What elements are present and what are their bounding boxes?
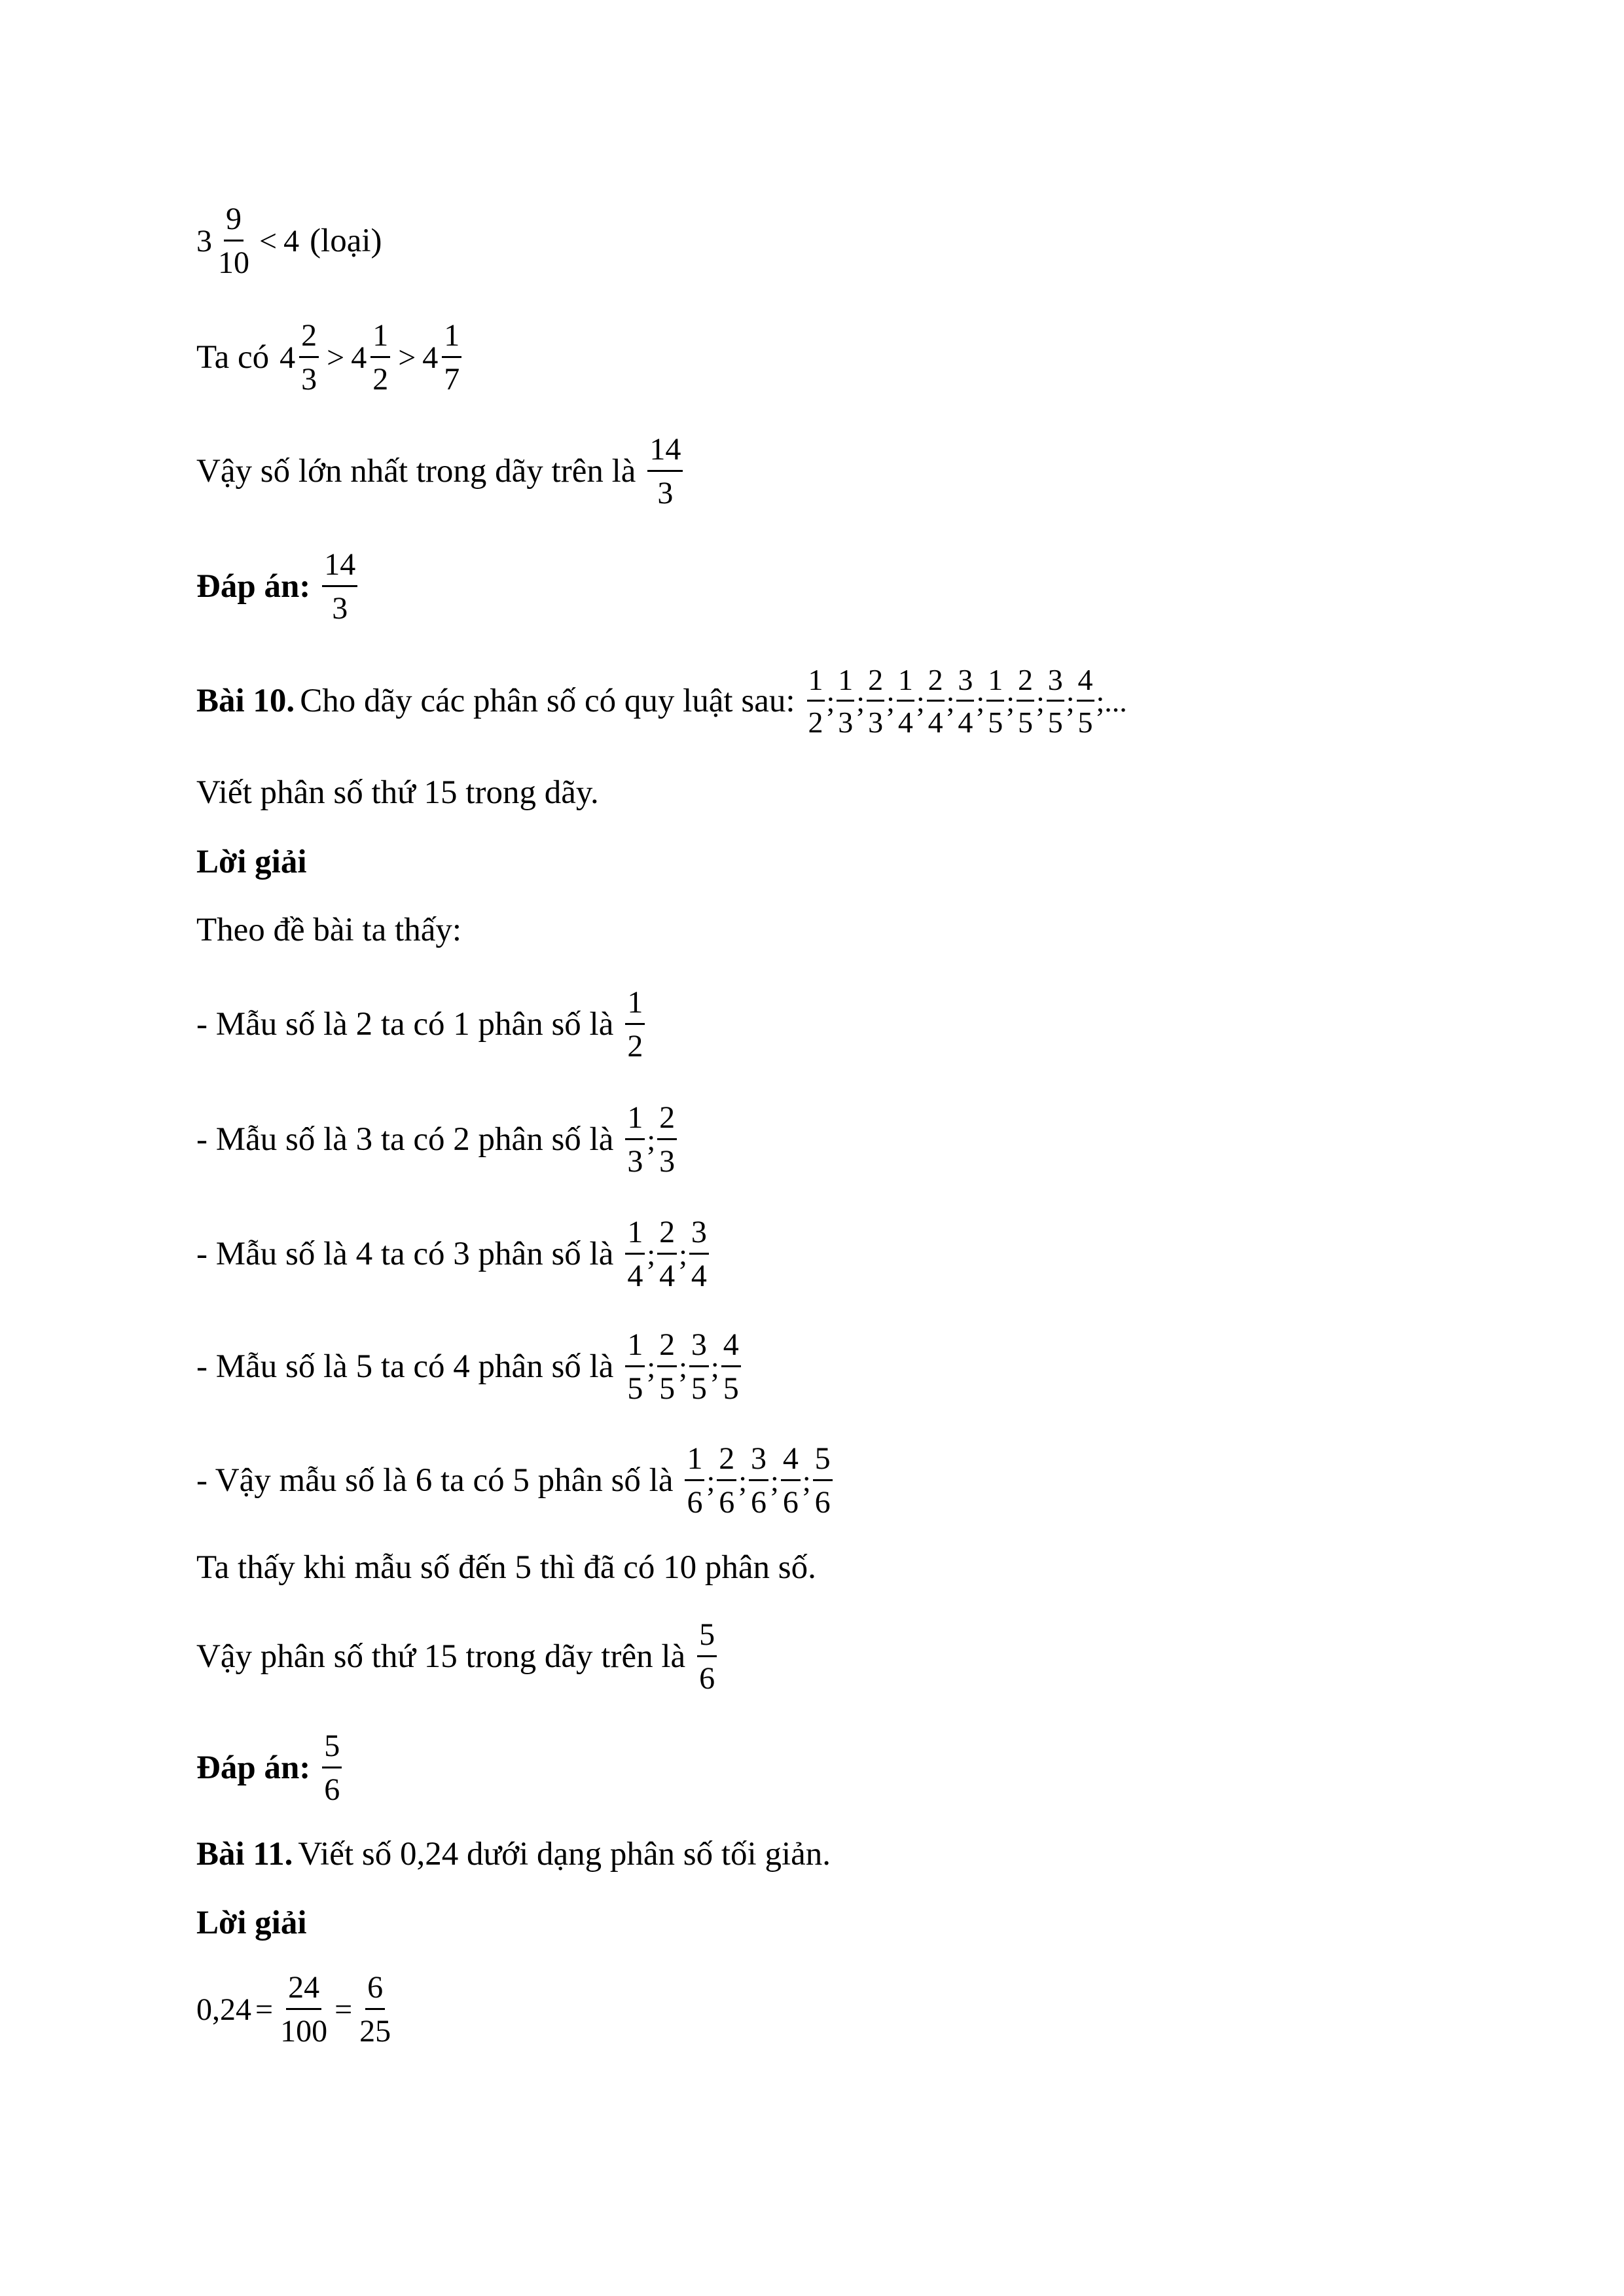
fraction <box>717 1443 736 1520</box>
fraction <box>1017 664 1034 739</box>
whole-part: 4 <box>280 340 296 375</box>
fraction-list <box>683 1443 833 1520</box>
denominator: 2 <box>808 706 823 740</box>
fraction-list <box>624 1102 678 1179</box>
denominator: 5 <box>1017 706 1033 740</box>
separator: ; <box>710 1350 719 1384</box>
denominator: 5 <box>627 1371 643 1407</box>
whole-part: 4 <box>351 340 367 375</box>
denominator: 10 <box>218 245 249 281</box>
numerator: 24 <box>286 1971 321 2010</box>
separator: ; <box>706 1463 715 1498</box>
numerator: 3 <box>749 1443 768 1481</box>
separator: ; <box>946 684 955 718</box>
numerator: 2 <box>657 1216 677 1255</box>
denominator: 5 <box>659 1371 676 1407</box>
denominator: 2 <box>372 362 389 397</box>
numerator: 4 <box>1077 664 1094 702</box>
numerator: 1 <box>986 664 1004 702</box>
sequence-tail: ;... <box>1096 684 1127 718</box>
denominator: 5 <box>988 706 1003 740</box>
fraction <box>657 1102 677 1179</box>
fraction <box>1047 664 1064 739</box>
denominator-4-line <box>196 1216 710 1293</box>
fraction <box>357 1971 393 2049</box>
fraction <box>442 319 461 397</box>
fraction <box>689 1329 709 1406</box>
operator: > <box>327 340 345 375</box>
fraction-sequence <box>806 664 1096 739</box>
denominator: 3 <box>657 476 674 511</box>
denominator: 5 <box>723 1371 739 1407</box>
denominator-2-line <box>196 986 646 1064</box>
numerator: 1 <box>897 664 914 702</box>
line-text: Vậy phân số thứ 15 trong dãy trên là <box>196 1638 686 1676</box>
fraction <box>370 319 390 397</box>
fraction <box>299 319 319 397</box>
denominator: 4 <box>627 1259 643 1294</box>
solution-heading <box>196 1907 307 1940</box>
separator: ; <box>1066 684 1075 718</box>
problem-11 <box>196 1838 831 1871</box>
separator: ; <box>1006 684 1015 718</box>
fraction <box>322 548 357 626</box>
denominator: 6 <box>782 1485 799 1520</box>
separator: ; <box>770 1463 779 1498</box>
numerator: 6 <box>365 1971 385 2010</box>
fraction <box>625 1216 645 1293</box>
denominator: 5 <box>1077 706 1093 740</box>
denominator: 100 <box>280 2014 328 2049</box>
numerator: 1 <box>837 664 854 702</box>
numerator: 3 <box>689 1329 709 1367</box>
separator: ; <box>647 1350 656 1384</box>
denominator: 4 <box>691 1259 707 1294</box>
problem-10 <box>196 664 1128 739</box>
numerator: 14 <box>322 548 357 587</box>
numerator: 2 <box>927 664 945 702</box>
fraction-list <box>624 1216 710 1293</box>
heading-text: Lời giải <box>196 844 307 880</box>
denominator: 5 <box>1047 706 1063 740</box>
whole-part: 4 <box>422 340 439 375</box>
numerator: 1 <box>625 1102 645 1140</box>
denominator: 4 <box>928 706 943 740</box>
fraction <box>278 1971 329 2049</box>
fraction <box>216 203 251 280</box>
fraction <box>625 986 645 1064</box>
denominator: 3 <box>332 591 348 626</box>
denominator: 3 <box>659 1144 676 1179</box>
solution-heading <box>196 846 307 879</box>
numerator: 1 <box>370 319 390 358</box>
separator: ; <box>976 684 985 718</box>
fraction <box>625 1329 645 1406</box>
separator: ; <box>647 1237 656 1271</box>
fraction <box>322 1730 342 1807</box>
numerator: 1 <box>685 1443 704 1481</box>
fraction-list <box>624 1329 742 1406</box>
separator: ; <box>826 684 835 718</box>
operator: = <box>255 1992 274 2027</box>
fraction <box>837 664 854 739</box>
line-text: Vậy số lớn nhất trong dãy trên là <box>196 453 636 490</box>
numerator: 2 <box>867 664 884 702</box>
numerator: 5 <box>322 1730 342 1768</box>
fraction <box>625 1102 645 1179</box>
fraction <box>685 1443 704 1520</box>
fraction <box>721 1329 741 1406</box>
separator: ; <box>647 1122 656 1157</box>
note-text: (loại) <box>310 223 382 260</box>
problem-text: Cho dãy các phân số có quy luật sau: <box>300 683 795 720</box>
denominator: 6 <box>324 1772 340 1808</box>
line-text: - Mẫu số là 4 ta có 3 phân số là <box>196 1236 614 1273</box>
operator: = <box>334 1992 353 2027</box>
question-text: Viết phân số thứ 15 trong dãy. <box>196 774 599 811</box>
line-text: Ta thấy khi mẫu số đến 5 thì đã có 10 phân số. <box>196 1549 816 1586</box>
numerator: 4 <box>781 1443 801 1481</box>
denominator: 3 <box>627 1144 643 1179</box>
numerator: 1 <box>625 1329 645 1367</box>
fraction <box>697 1619 717 1696</box>
numerator: 2 <box>657 1102 677 1140</box>
line-text: - Vậy mẫu số là 6 ta có 5 phân số là <box>196 1462 674 1499</box>
denominator: 3 <box>838 706 854 740</box>
numerator: 2 <box>657 1329 677 1367</box>
numerator: 1 <box>807 664 825 702</box>
separator: ; <box>802 1463 811 1498</box>
answer-label: Đáp án: <box>196 568 311 605</box>
numerator: 1 <box>625 986 645 1025</box>
line-text: Ta có <box>196 339 270 376</box>
fraction <box>657 1329 677 1406</box>
compare-chain-line <box>196 319 463 397</box>
numerator: 4 <box>721 1329 741 1367</box>
denominator-6-line <box>196 1443 834 1520</box>
heading-text: Lời giải <box>196 1905 307 1941</box>
separator: ; <box>916 684 925 718</box>
count-observation-line <box>196 1551 816 1585</box>
line-text: - Mẫu số là 3 ta có 2 phân số là <box>196 1121 614 1158</box>
line-text: - Mẫu số là 5 ta có 4 phân số là <box>196 1348 614 1386</box>
problem-10-question <box>196 776 599 810</box>
fraction <box>1077 664 1094 739</box>
line-text: - Mẫu số là 2 ta có 1 phân số là <box>196 1006 614 1043</box>
operator: < <box>259 223 278 259</box>
denominator: 4 <box>897 706 913 740</box>
numerator: 3 <box>956 664 974 702</box>
denominator: 6 <box>699 1661 715 1696</box>
answer-10-line <box>196 1730 343 1807</box>
numerator: 5 <box>697 1619 717 1657</box>
denominator: 4 <box>659 1259 676 1294</box>
denominator: 6 <box>751 1485 767 1520</box>
fraction <box>927 664 945 739</box>
separator: ; <box>738 1463 748 1498</box>
fraction <box>781 1443 801 1520</box>
fraction <box>956 664 974 739</box>
denominator: 2 <box>627 1029 643 1064</box>
numerator: 2 <box>1017 664 1034 702</box>
denominator: 4 <box>958 706 973 740</box>
separator: ; <box>856 684 865 718</box>
denominator: 3 <box>301 362 317 397</box>
fraction <box>657 1216 677 1293</box>
operator: > <box>398 340 416 375</box>
observation-line <box>196 914 461 947</box>
fraction <box>813 1443 833 1520</box>
fraction <box>689 1216 709 1293</box>
numerator: 5 <box>813 1443 833 1481</box>
fraction-list <box>624 986 646 1064</box>
largest-number-line <box>196 433 684 511</box>
denominator: 3 <box>868 706 884 740</box>
problem-label: Bài 11. <box>196 1836 293 1873</box>
fraction <box>867 664 884 739</box>
separator: ; <box>679 1237 687 1271</box>
numerator: 1 <box>442 319 461 358</box>
denominator-5-line <box>196 1329 742 1406</box>
separator: ; <box>886 684 895 718</box>
problem-label: Bài 10. <box>196 683 295 720</box>
denominator: 25 <box>359 2014 391 2049</box>
numerator: 14 <box>647 433 683 472</box>
answer-line <box>196 548 359 626</box>
fraction <box>986 664 1004 739</box>
numerator: 1 <box>625 1216 645 1255</box>
separator: ; <box>679 1350 687 1384</box>
fraction <box>897 664 914 739</box>
separator: ; <box>1036 684 1045 718</box>
line-text: Theo đề bài ta thấy: <box>196 912 462 948</box>
denominator: 6 <box>814 1485 831 1520</box>
whole-part: 3 <box>196 223 212 259</box>
numerator: 2 <box>299 319 319 358</box>
numerator: 2 <box>717 1443 736 1481</box>
decimal-value: 0,24 <box>196 1992 251 2027</box>
numerator: 3 <box>689 1216 709 1255</box>
compare-value: 4 <box>283 223 300 259</box>
mixed-compare-line <box>196 203 382 280</box>
problem-text: Viết số 0,24 dưới dạng phân số tối giản. <box>298 1836 831 1873</box>
answer-label: Đáp án: <box>196 1749 311 1787</box>
numerator: 9 <box>224 203 244 242</box>
conversion-equation <box>196 1971 394 2049</box>
denominator: 7 <box>444 362 460 397</box>
numerator: 3 <box>1047 664 1064 702</box>
fraction <box>807 664 825 739</box>
denominator: 6 <box>687 1485 703 1520</box>
conclusion-line <box>196 1619 718 1696</box>
denominator: 5 <box>691 1371 707 1407</box>
denominator: 6 <box>719 1485 735 1520</box>
denominator-3-line <box>196 1102 678 1179</box>
fraction <box>647 433 683 511</box>
fraction <box>749 1443 768 1520</box>
